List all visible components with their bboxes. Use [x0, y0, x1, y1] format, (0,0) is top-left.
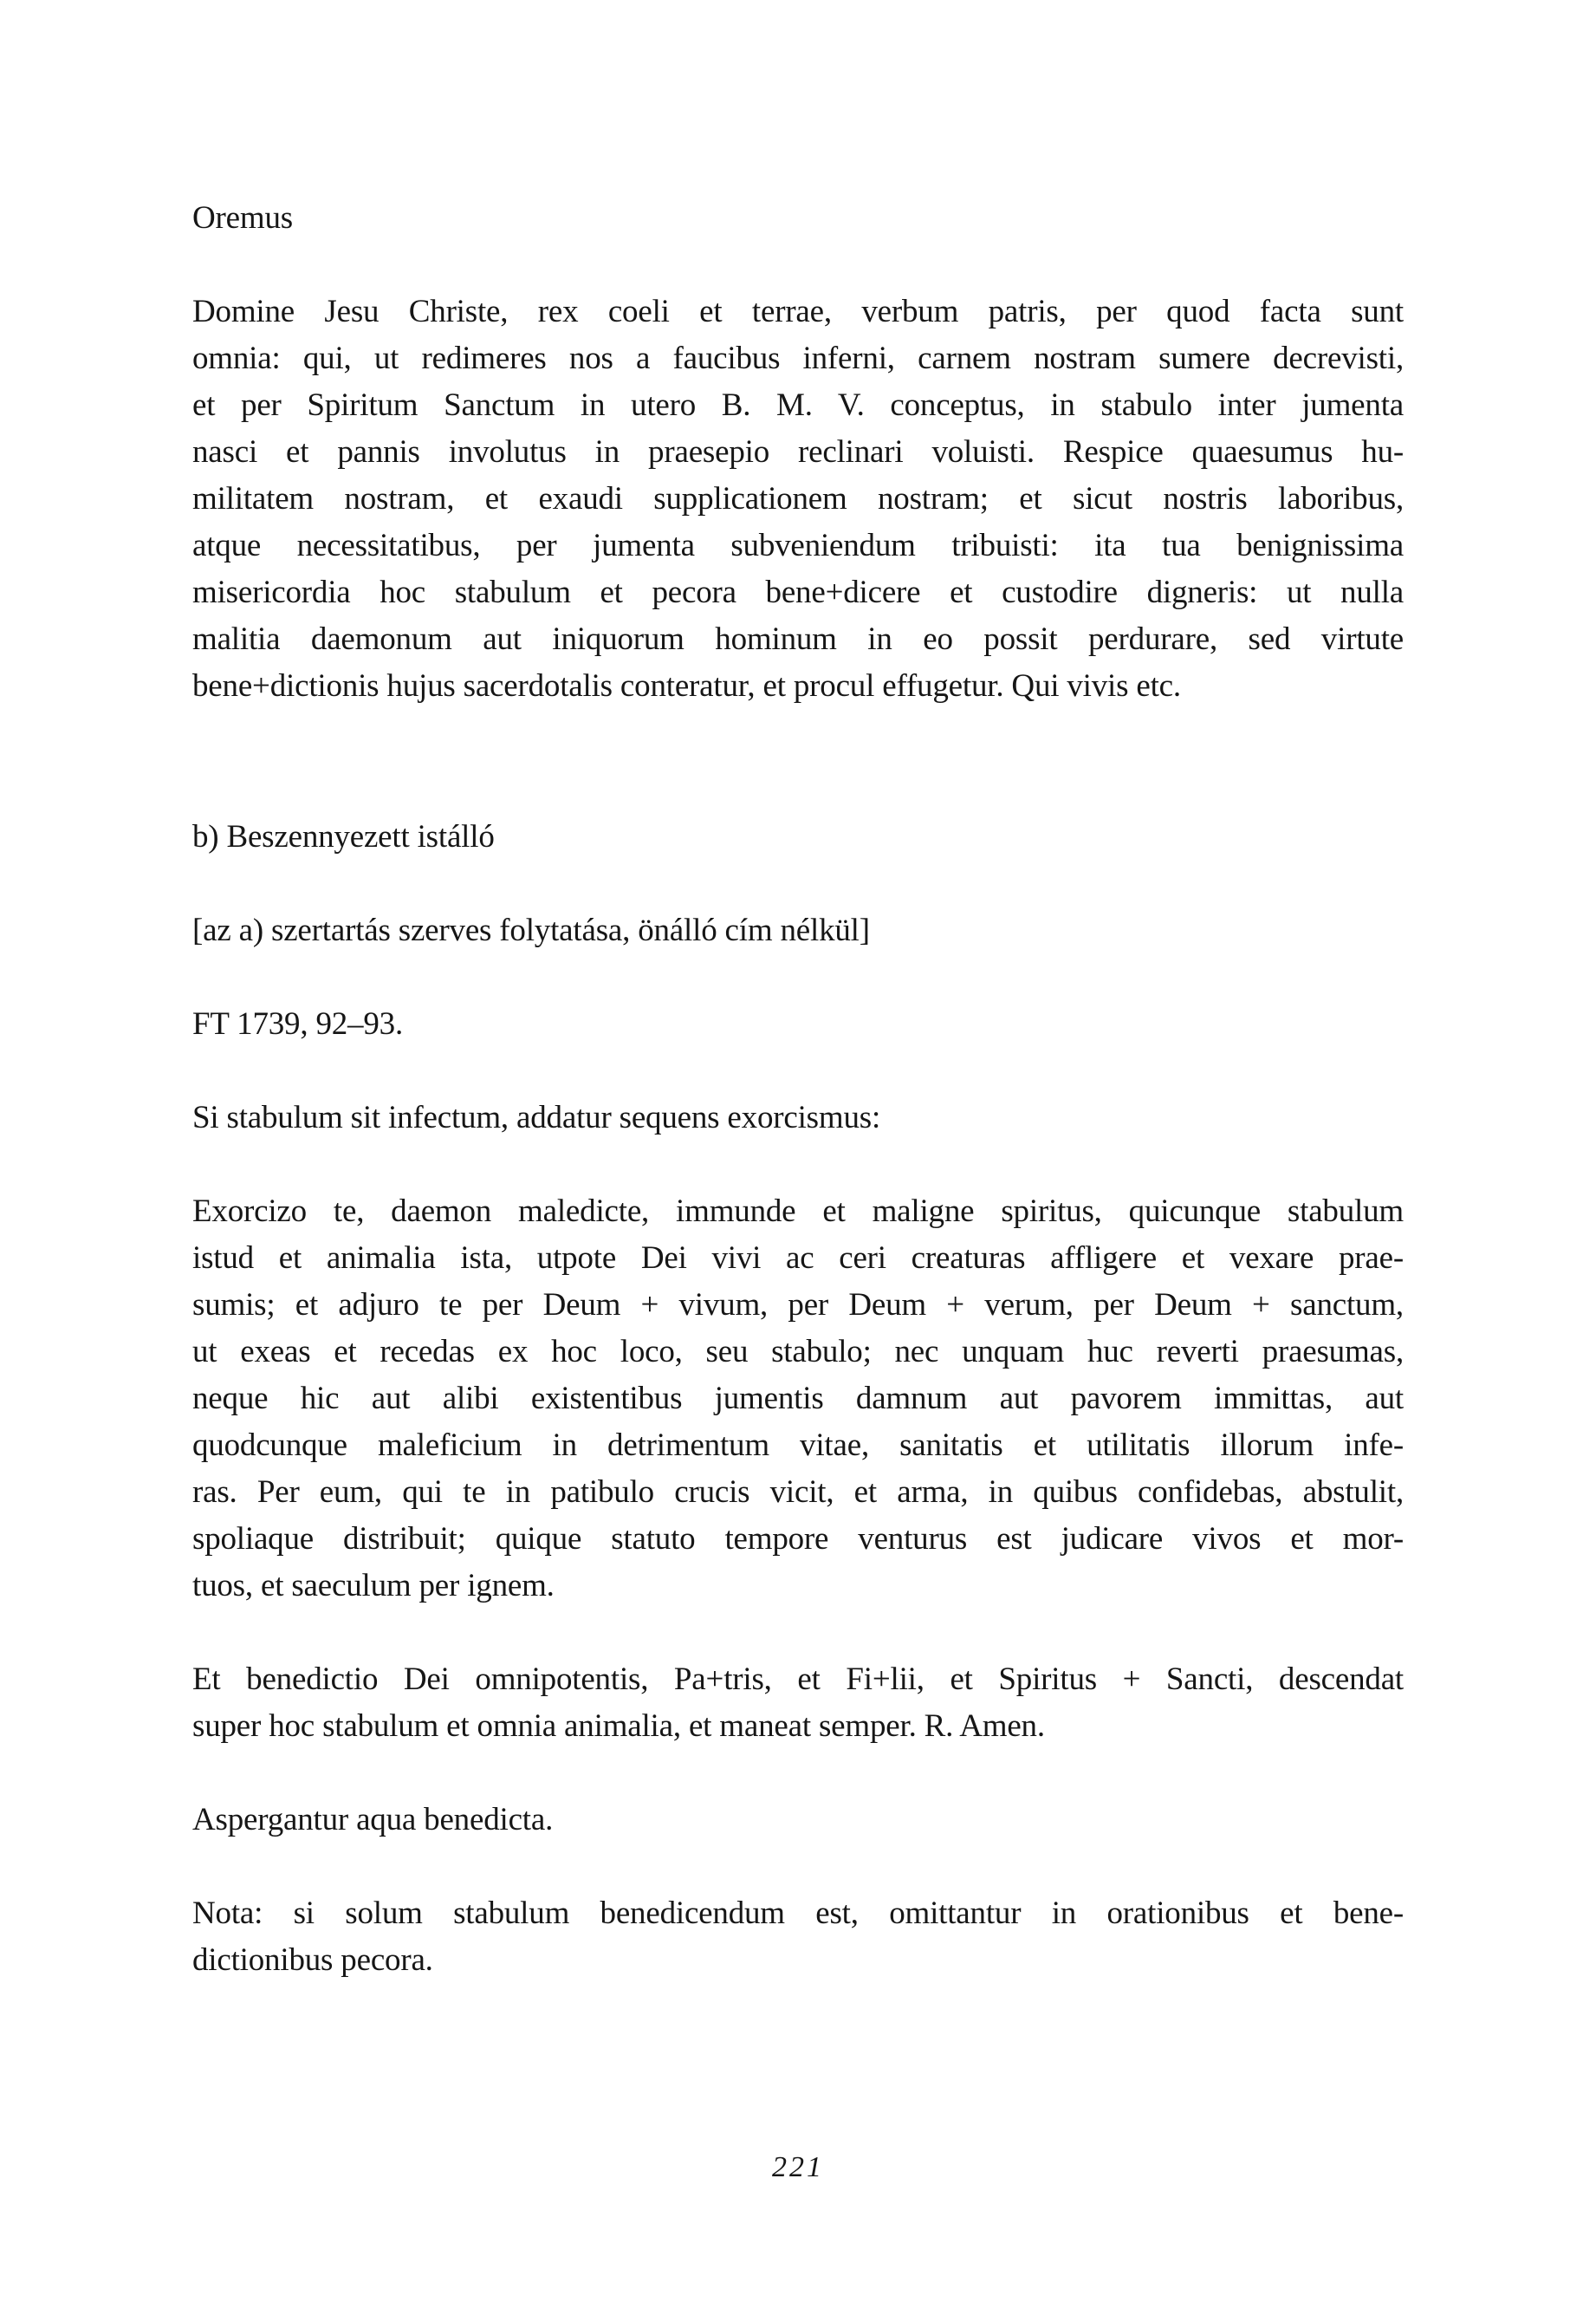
text-line: atque necessitatibus, per jumenta subveniendum tribuisti: ita tua benignissima: [192, 528, 1404, 563]
text-line: militatem nostram, et exaudi supplicationem nostram; et sicut nostris laboribus,: [192, 481, 1404, 517]
text-line: Domine Jesu Christe, rex coeli et terrae, verbum patris, per quod facta sunt: [192, 294, 1404, 329]
text-line: nasci et pannis involutus in praesepio reclinari voluisti. Respice quaesumus hu-: [192, 434, 1404, 470]
exorcism-paragraph: [192, 1188, 1404, 1609]
aspersion-rubric: [192, 1797, 1404, 1844]
text-line: sumis; et adjuro te per Deum + vivum, per Deum + verum, per Deum + sanctum,: [192, 1287, 1404, 1323]
text-line: istud et animalia ista, utpote Dei vivi ac ceri creaturas affligere et vexare prae-: [192, 1240, 1404, 1276]
text-line: b) Beszennyezett istálló: [192, 819, 495, 855]
text-line: dictionibus pecora.: [192, 1942, 433, 1978]
text-line: Si stabulum sit infectum, addatur sequens exorcismus:: [192, 1100, 881, 1135]
text-line: spoliaque distribuit; quique statuto tempore venturus est judicare vivos et mor-: [192, 1521, 1404, 1557]
bracket-note: [192, 907, 1404, 954]
text-line: Nota: si solum stabulum benedicendum est, omittantur in orationibus et bene-: [192, 1896, 1404, 1931]
nota-paragraph: [192, 1890, 1404, 1984]
text-line: ut exeas et recedas ex hoc loco, seu stabulo; nec unquam huc reverti praesumas,: [192, 1334, 1404, 1369]
text-line: et per Spiritum Sanctum in utero B. M. V. conceptus, in stabulo inter jumenta: [192, 387, 1404, 423]
rubric-line: [192, 1095, 1404, 1141]
prayer-paragraph: [192, 289, 1404, 710]
text-line: ras. Per eum, qui te in patibulo crucis vicit, et arma, in quibus confidebas, abstulit,: [192, 1474, 1404, 1510]
source-reference: [192, 1001, 1404, 1048]
text-line: Oremus: [192, 200, 293, 236]
text-line: omnia: qui, ut redimeres nos a faucibus inferni, carnem nostram sumere decrevisti,: [192, 341, 1404, 376]
text-line: super hoc stabulum et omnia animalia, et maneat semper. R. Amen.: [192, 1708, 1045, 1744]
text-line: FT 1739, 92–93.: [192, 1006, 404, 1042]
text-line: neque hic aut alibi existentibus jumentis damnum aut pavorem immittas, aut: [192, 1381, 1404, 1416]
text-line: malitia daemonum aut iniquorum hominum in eo possit perdurare, sed virtute: [192, 621, 1404, 657]
text-line: [az a) szertartás szerves folytatása, önálló cím nélkül]: [192, 913, 870, 948]
text-line: Et benedictio Dei omnipotentis, Pa+tris, et Fi+lii, et Spiritus + Sancti, descendat: [192, 1661, 1404, 1697]
oremus-heading: [192, 195, 1404, 242]
text-line: quodcunque maleficium in detrimentum vitae, sanitatis et utilitatis illorum infe-: [192, 1427, 1404, 1463]
text-line: bene+dictionis hujus sacerdotalis conteratur, et procul effugetur. Qui vivis etc.: [192, 668, 1181, 704]
page-number: 221: [772, 2151, 824, 2183]
text-line: Exorcizo te, daemon maledicte, immunde et maligne spiritus, quicunque stabulum: [192, 1193, 1404, 1229]
text-line: tuos, et saeculum per ignem.: [192, 1568, 555, 1603]
text-line: misericordia hoc stabulum et pecora bene+dicere et custodire digneris: ut nulla: [192, 575, 1404, 610]
section-b-heading: [192, 814, 1404, 861]
text-line: Aspergantur aqua benedicta.: [192, 1802, 554, 1837]
benediction-paragraph: [192, 1656, 1404, 1750]
